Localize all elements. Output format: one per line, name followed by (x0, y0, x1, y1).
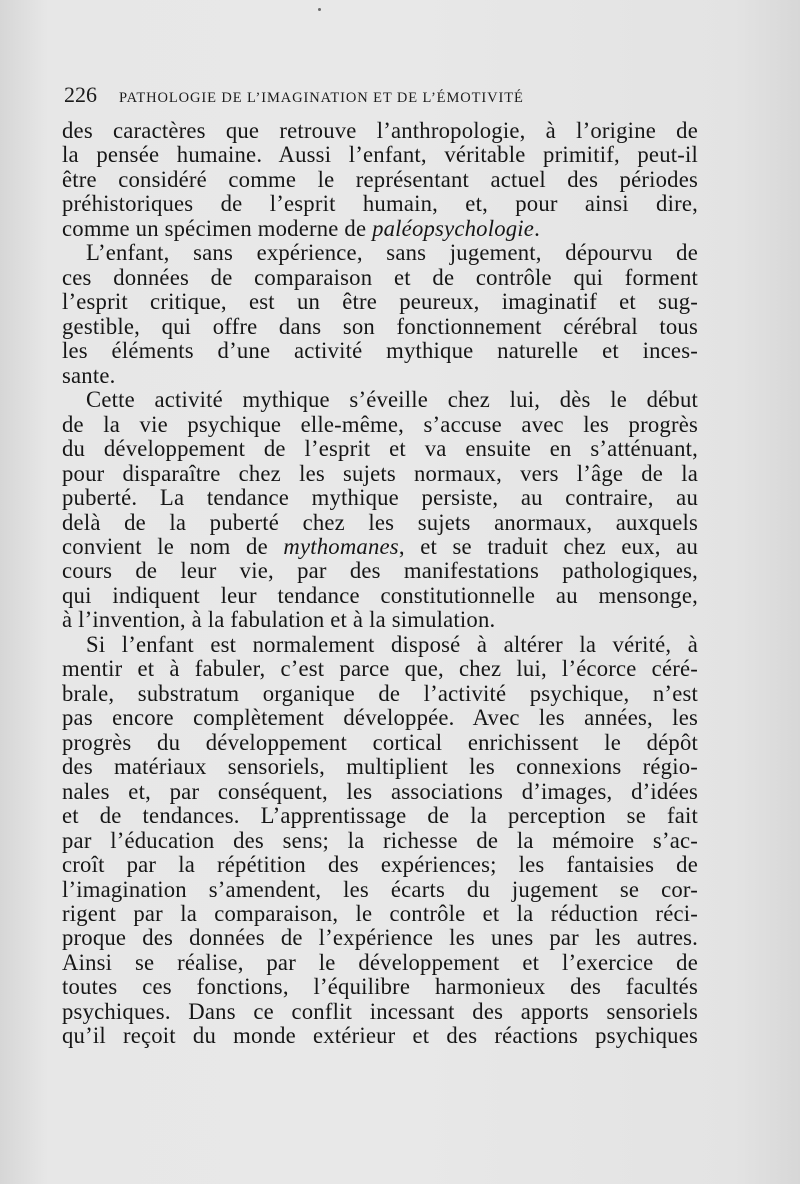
text-line: puberté. La tendance mythique persiste, au contraire, au (62, 485, 698, 511)
text-line: croît par la répétition des expériences; les fantaisies de (62, 852, 698, 878)
text-line: et de tendances. L’apprentissage de la perception se fait (62, 803, 698, 829)
text-line: proque des données de l’expérience les unes par les autres. (62, 925, 698, 951)
text-line: gestible, qui offre dans son fonctionnement cérébral tous (62, 313, 698, 339)
text-line: Cette activité mythique s’éveille chez lui, dès le début (86, 387, 698, 413)
text-line: l’esprit critique, est un être peureux, imaginatif et sug- (62, 289, 698, 315)
paragraph-3 (62, 388, 698, 633)
text-line: des matériaux sensoriels, multiplient les connexions régio- (62, 754, 698, 780)
text-line: qui indiquent leur tendance constitutionnelle au mensonge, (62, 582, 698, 608)
text-line: qu’il reçoit du monde extérieur et des réactions psychiques (62, 1023, 698, 1049)
text-line: delà de la puberté chez les sujets anormaux, auxquels (62, 509, 698, 535)
running-head: PATHOLOGIE DE L’IMAGINATION ET DE L’ÉMOTIVITÉ (119, 90, 524, 106)
text-line: de la vie psychique elle-même, s’accuse avec les progrès (62, 411, 698, 437)
text-line: être considéré comme le représentant actuel des périodes (62, 166, 698, 192)
text-line: progrès du développement cortical enrichissent le dépôt (62, 729, 698, 755)
text-line: les éléments d’une activité mythique naturelle et inces- (62, 338, 698, 364)
text-line: ces données de comparaison et de contrôle qui forment (62, 264, 698, 290)
italic-term: paléopsychologie (372, 215, 535, 241)
body-text (62, 119, 698, 1049)
text-segment: convient le nom de (62, 533, 284, 559)
text-line: du développement de l’esprit et va ensuite en s’atténuant, (62, 436, 698, 462)
text-line: cours de leur vie, par des manifestations pathologiques, (62, 558, 698, 584)
text-line: pour disparaître chez les sujets normaux, vers l’âge de la (62, 460, 698, 486)
text-line: Si l’enfant est normalement disposé à altérer la vérité, à (86, 631, 698, 657)
paragraph-2 (62, 241, 698, 388)
text-line: sante. (62, 362, 116, 388)
text-line (62, 217, 698, 241)
print-speck (318, 8, 321, 11)
italic-term: mythomanes (283, 533, 399, 559)
text-line: la pensée humaine. Aussi l’enfant, véritable primitif, peut-il (62, 142, 698, 168)
text-line: brale, substratum organique de l’activité psychique, n’est (62, 680, 698, 706)
text-line: par l’éducation des sens; la richesse de la mémoire s’ac- (62, 827, 698, 853)
text-line: l’imagination s’amendent, les écarts du jugement se cor- (62, 876, 698, 902)
text-line: pas encore complètement développée. Avec les années, les (62, 705, 698, 731)
text-line: toutes ces fonctions, l’équilibre harmonieux des facultés (62, 974, 698, 1000)
paragraph-4 (62, 633, 698, 1049)
text-line: rigent par la comparaison, le contrôle et la réduction réci- (62, 901, 698, 926)
text-segment: . (534, 215, 540, 241)
page-header (64, 82, 704, 112)
text-segment: comme un spécimen moderne de (62, 215, 373, 241)
text-line: psychiques. Dans ce conflit incessant des apports sensoriels (62, 998, 698, 1024)
text-line: à l’invention, à la fabulation et à la simulation. (62, 607, 496, 633)
page-number: 226 (64, 82, 97, 107)
text-line: nales et, par conséquent, les associations d’images, d’idées (62, 778, 698, 804)
text-line: préhistoriques de l’esprit humain, et, pour ainsi dire, (62, 191, 698, 217)
text-line (62, 535, 698, 559)
text-line: des caractères que retrouve l’anthropologie, à l’origine de (62, 118, 698, 143)
text-line: mentir et à fabuler, c’est parce que, chez lui, l’écorce céré- (62, 656, 698, 682)
paragraph-1 (62, 119, 698, 241)
text-line: L’enfant, sans expérience, sans jugement, dépourvu de (86, 240, 698, 266)
text-segment: , et se traduit chez eux, au (398, 533, 698, 559)
text-line: Ainsi se réalise, par le développement et l’exercice de (62, 949, 698, 975)
